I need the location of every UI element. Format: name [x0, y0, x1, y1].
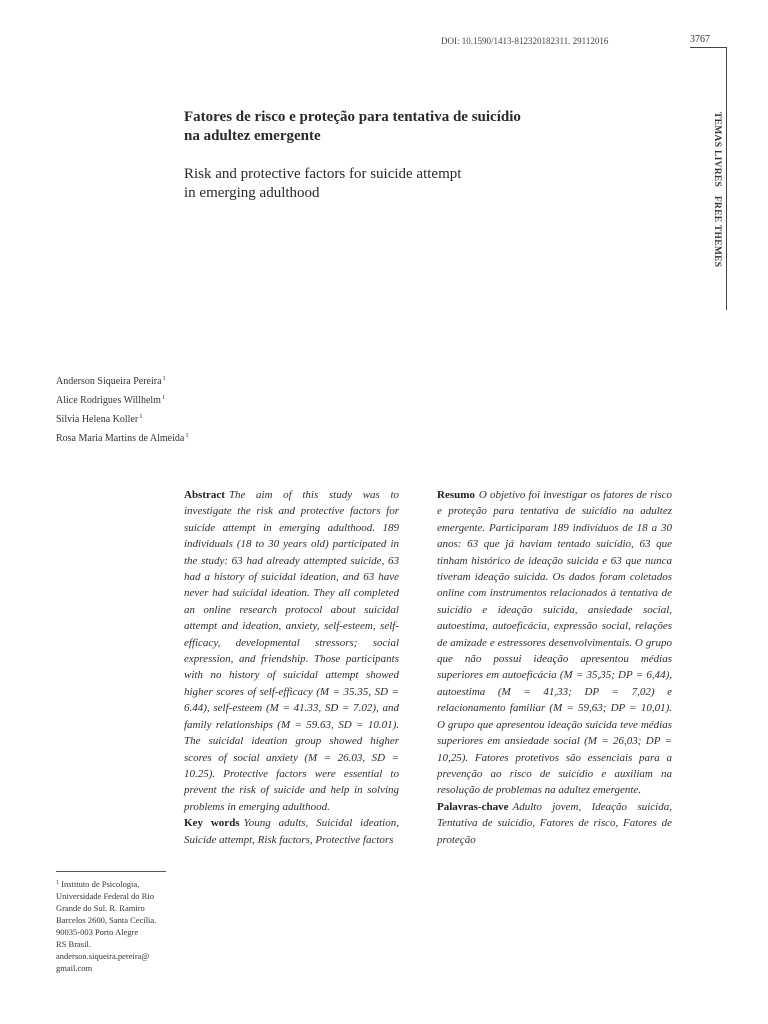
- author-affiliation-marker: 1: [185, 432, 189, 439]
- header-rule-horizontal: [690, 47, 727, 48]
- page-number: 3767: [690, 34, 710, 45]
- abstract-paragraph: [184, 487, 399, 815]
- title-pt-line-1: Fatores de risco e proteção para tentativa de suicídio: [184, 109, 521, 125]
- palavras-chave-label: Palavras-chave: [437, 800, 509, 813]
- header-rule-vertical: [726, 47, 727, 310]
- footnote-line: 90035-003 Porto Alegre: [56, 927, 139, 937]
- author-name: Alice Rodrigues Willhelm: [56, 395, 161, 406]
- affiliation-footnote: [56, 877, 171, 974]
- title-pt-line-2: na adultez emergente: [184, 128, 321, 144]
- abstract-label: Abstract: [184, 489, 225, 501]
- footnote-email: anderson.siqueira.pereira@: [56, 951, 150, 961]
- author-affiliation-marker: 1: [139, 413, 143, 420]
- author: [56, 390, 189, 409]
- footnote-line: Barcelos 2600, Santa Cecília.: [56, 915, 157, 925]
- title-portuguese: [184, 108, 604, 146]
- author: [56, 428, 189, 447]
- abstract-text: The aim of this study was to investigate the risk and protective factors for suicide attempt in emerging adulthood. 189 individuals (18 to 30 years old) participated in the study: 63 had already attempted suicide, 63 had a history of suicidal ideation, and 63 have never had suicidal ideation. They all completed an online research protocol about suicidal attempt and ideation, anxiety, self-esteem, self-efficacy, developmental stressors; social expression, and friendship. Those participants with no history of suicidal attempt showed higher scores of self-efficacy (M = 35.35, SD = 6.44), self-esteem (M = 41.33, SD = 7.02), and family relationships (M = 59.63, SD = 10.01). The suicidal ideation group showed higher scores of social anxiety (M = 26.03, SD = 10.25). Protective factors were essential to prevent the risk of suicide and help in solving problems in emerging adulthood.: [184, 489, 399, 813]
- footnote-line-text: Instituto de Psicologia,: [61, 879, 140, 889]
- author-affiliation-marker: 1: [161, 394, 166, 401]
- abstract-keywords: [184, 815, 399, 848]
- resumo-label: Resumo: [437, 489, 475, 501]
- author-name: Rosa Maria Martins de Almeida: [56, 433, 185, 444]
- title-en-line-1: Risk and protective factors for suicide attempt: [184, 166, 462, 182]
- footnote-email: gmail.com: [56, 963, 93, 973]
- section-label-en: FREE THEMES: [712, 195, 722, 268]
- resumo-paragraph: [437, 487, 672, 799]
- doi-text: DOI: 10.1590/1413-812320182311. 29112016: [441, 36, 609, 46]
- resumo-column: [437, 487, 672, 848]
- title-english: [184, 165, 604, 203]
- section-label: [712, 112, 722, 267]
- footnote-line: [56, 877, 171, 890]
- author-list: [56, 371, 189, 447]
- author-name: Silvia Helena Koller: [56, 414, 139, 425]
- footnote-line: Universidade Federal do Rio: [56, 891, 154, 901]
- abstract-column: [184, 487, 399, 848]
- resumo-text: O objetivo foi investigar os fatores de risco e proteção para tentativa de suicídio na adultez emergente. Participaram 189 indivíduos de 18 a 30 anos: 63 que já haviam tentado suicídio, 63 que tinham histórico de ideação suicida e 63 que nunca tiveram ideação suicida. Os dados foram coletados online com instrumentos relacionados à tentativa de suicídio e ideação suicida, ansiedade social, autoestima, autoeficácia, expressão social, relações de amizade e estressores desenvolvimentais. O grupo que não possui ideação apresentou médias superiores em autoeficácia (M = 35,35; DP = 6,44), autoestima (M = 41,33; DP = 7,02) e relacionamento familiar (M = 59,63; DP = 10,01). O grupo que apresentou ideação suicida teve médias superiores em ansiedade social (M = 26,03; DP = 10,25). Fatores protetivos são essenciais para a prevenção ao risco de suicídio e auxiliam na resolução de problemas na adultez emergente.: [437, 489, 672, 797]
- resumo-keywords: [437, 799, 672, 848]
- author-affiliation-marker: 1: [162, 375, 166, 382]
- footnote-marker: 1: [56, 880, 59, 886]
- section-label-pt: TEMAS LIVRES: [712, 112, 722, 188]
- keywords-text: Young adults, Suicidal ideation, Suicide attempt, Risk factors, Protective factors: [184, 817, 399, 846]
- author: [56, 409, 189, 428]
- title-en-line-2: in emerging adulthood: [184, 185, 320, 201]
- author-name: Anderson Siqueira Pereira: [56, 376, 162, 387]
- palavras-chave-text: Adulto jovem, Ideação suicida, Tentativa de suicídio, Fatores de risco, Fatores de proteção: [437, 800, 672, 846]
- author: [56, 371, 189, 390]
- footnote-rule: [56, 871, 166, 872]
- keywords-label: Key words: [184, 817, 240, 830]
- footnote-line: Grande do Sul. R. Ramiro: [56, 903, 145, 913]
- footnote-line: RS Brasil.: [56, 939, 91, 949]
